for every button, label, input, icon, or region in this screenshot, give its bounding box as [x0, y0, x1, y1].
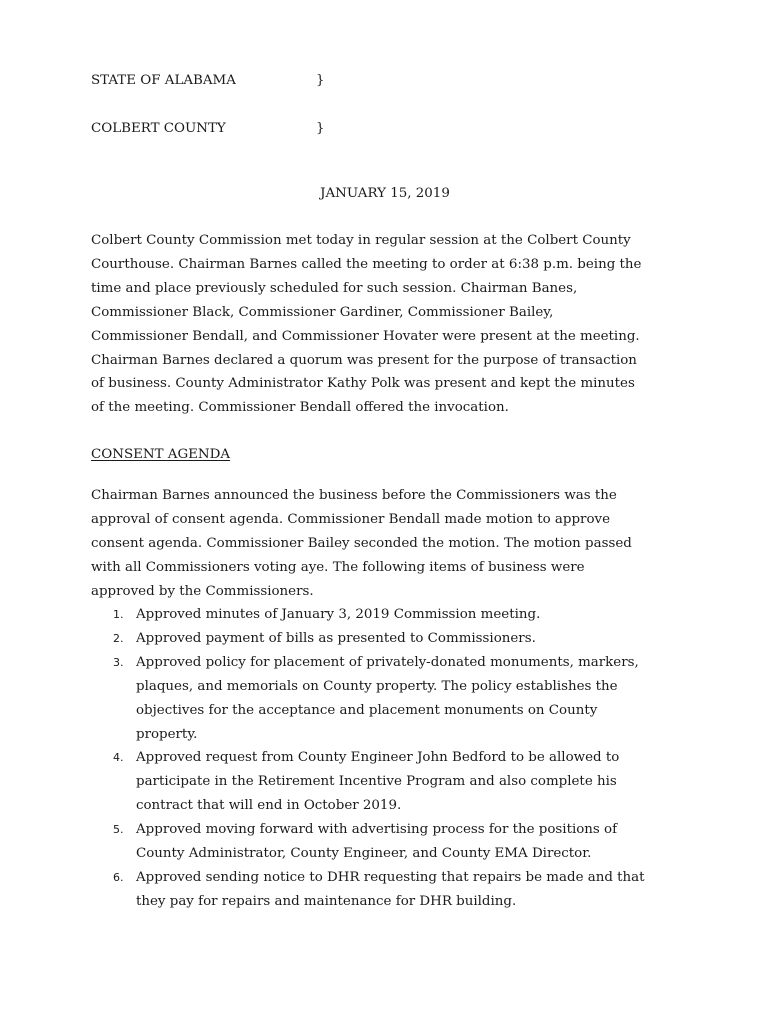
item-line: contract that will end in October 2019.: [136, 798, 402, 814]
intro-line: time and place previously scheduled for such session. Chairman Banes,: [91, 280, 578, 296]
consent-paragraph: [91, 484, 681, 604]
item-line: Approved minutes of January 3, 2019 Commission meeting.: [136, 607, 541, 622]
intro-line: Commissioner Bendall, and Commissioner Hovater were present at the meeting.: [91, 328, 640, 344]
state-brace: }: [316, 73, 325, 88]
item-line: participate in the Retirement Incentive Program and also complete his: [136, 774, 617, 790]
item-line: property.: [136, 726, 198, 742]
intro-line: Commissioner Black, Commissioner Gardiner, Commissioner Bailey,: [91, 304, 554, 320]
item-line: plaques, and memorials on County property. The policy establishes the: [136, 678, 618, 694]
list-item: [91, 627, 691, 651]
item-number: 4.: [113, 751, 124, 765]
item-number: 3.: [113, 655, 124, 669]
consent-items-list: [91, 603, 691, 914]
list-item: [91, 603, 691, 627]
list-item: [91, 866, 691, 914]
intro-line: Chairman Barnes declared a quorum was present for the purpose of transaction: [91, 352, 637, 368]
consent-agenda-heading: CONSENT AGENDA: [91, 447, 231, 462]
consent-line: consent agenda. Commissioner Bailey seconded the motion. The motion passed: [91, 535, 632, 551]
item-line: objectives for the acceptance and placement monuments on County: [136, 702, 598, 718]
item-line: County Administrator, County Engineer, and County EMA Director.: [136, 846, 592, 862]
item-number: 2.: [113, 631, 124, 645]
consent-line: with all Commissioners voting aye. The following items of business were: [91, 559, 585, 575]
item-number: 1.: [113, 608, 124, 621]
county-label: COLBERT COUNTY: [91, 121, 226, 136]
item-line: they pay for repairs and maintenance for DHR building.: [136, 893, 517, 909]
item-line: Approved policy for placement of privately-donated monuments, markers,: [136, 654, 639, 670]
item-number: 5.: [113, 823, 124, 837]
item-line: Approved moving forward with advertising process for the positions of: [136, 822, 618, 838]
intro-line: of the meeting. Commissioner Bendall offered the invocation.: [91, 400, 509, 416]
consent-line: approval of consent agenda. Commissioner Bendall made motion to approve: [91, 511, 610, 527]
intro-paragraph: [91, 229, 681, 420]
county-brace: }: [316, 121, 325, 136]
item-line: Approved payment of bills as presented to Commissioners.: [136, 630, 536, 646]
list-item: [91, 651, 691, 747]
intro-line: Colbert County Commission met today in regular session at the Colbert County: [91, 233, 631, 248]
intro-line: of business. County Administrator Kathy Polk was present and kept the minutes: [91, 376, 635, 392]
item-line: Approved request from County Engineer John Bedford to be allowed to: [136, 750, 620, 766]
list-item: [91, 818, 691, 866]
consent-line: approved by the Commissioners.: [91, 583, 314, 599]
intro-line: Courthouse. Chairman Barnes called the meeting to order at 6:38 p.m. being the: [91, 256, 642, 272]
meeting-date: JANUARY 15, 2019: [320, 186, 450, 201]
state-label: STATE OF ALABAMA: [91, 73, 236, 88]
item-line: Approved sending notice to DHR requesting that repairs be made and that: [136, 869, 645, 885]
consent-line: Chairman Barnes announced the business before the Commissioners was the: [91, 488, 617, 503]
list-item: [91, 746, 691, 818]
item-number: 6.: [113, 870, 124, 884]
